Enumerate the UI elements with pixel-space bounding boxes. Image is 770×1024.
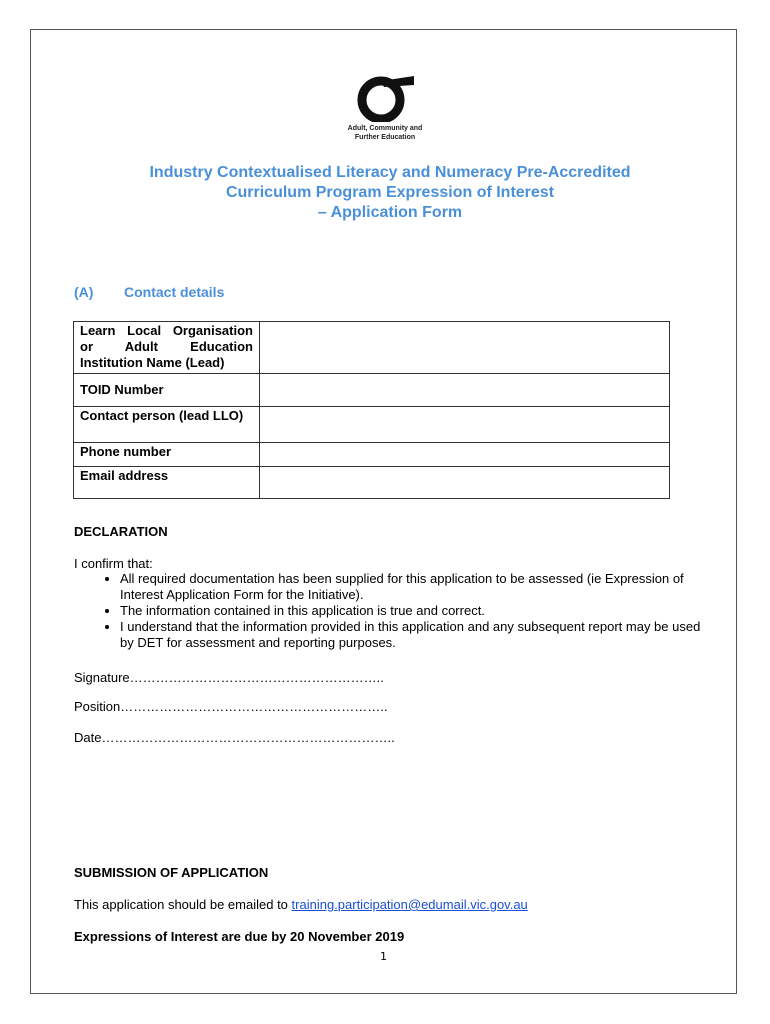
submission-instruction: This application should be emailed to — [74, 897, 292, 912]
declaration-list — [74, 571, 714, 651]
org-name-field[interactable] — [260, 322, 670, 374]
logo-text-line2: Further Education — [354, 134, 416, 141]
section-title: Contact details — [124, 284, 225, 300]
title-line3: – Application Form — [317, 204, 463, 221]
table-row — [74, 443, 670, 467]
list-item: • All required documentation has been supplied for this application to be assessed (ie Expression of Interest Application Form for the Initiative). — [120, 571, 714, 603]
sigma-logo-icon — [354, 70, 416, 122]
declaration-heading: DECLARATION — [74, 524, 168, 539]
table-row — [74, 407, 670, 443]
title-line1: Industry Contextualised Literacy and Numeracy Pre-Accredited — [149, 164, 631, 181]
acfe-logo — [340, 70, 430, 142]
email-label: Email address — [74, 467, 260, 499]
section-number: (A) — [74, 284, 94, 300]
table-row — [74, 374, 670, 407]
list-item: • I understand that the information provided in this application and any subsequent report may be used by DET for assessment and reporting purposes. — [120, 619, 714, 651]
declaration-intro: I confirm that: — [74, 556, 153, 571]
contact-person-field[interactable] — [260, 407, 670, 443]
signature-line[interactable]: Signature………………………………………………….. — [74, 670, 384, 685]
position-line[interactable]: Position…………………………………………………….. — [74, 699, 388, 714]
phone-label: Phone number — [74, 443, 260, 467]
page-title — [60, 163, 720, 223]
submission-email-link[interactable]: training.participation@edumail.vic.gov.au — [291, 897, 528, 912]
title-line2: Curriculum Program Expression of Interest — [225, 184, 555, 201]
due-date: Expressions of Interest are due by 20 November 2019 — [74, 929, 405, 944]
table-row — [74, 467, 670, 499]
page-number: 1 — [380, 950, 387, 963]
phone-field[interactable] — [260, 443, 670, 467]
date-line[interactable]: Date………………………………………………………….. — [74, 730, 395, 745]
submission-text — [74, 897, 528, 912]
email-field[interactable] — [260, 467, 670, 499]
table-row — [74, 322, 670, 374]
org-name-label: Learn Local Organisation or Adult Education Institution Name (Lead) — [74, 322, 260, 374]
list-item: • The information contained in this application is true and correct. — [120, 603, 714, 619]
section-a-heading — [74, 284, 224, 300]
contact-person-label: Contact person (lead LLO) — [74, 407, 260, 443]
logo-text-line1: Adult, Community and — [347, 125, 423, 132]
contact-details-table — [73, 321, 670, 499]
toid-label: TOID Number — [74, 374, 260, 407]
submission-heading: SUBMISSION OF APPLICATION — [74, 865, 269, 880]
toid-field[interactable] — [260, 374, 670, 407]
